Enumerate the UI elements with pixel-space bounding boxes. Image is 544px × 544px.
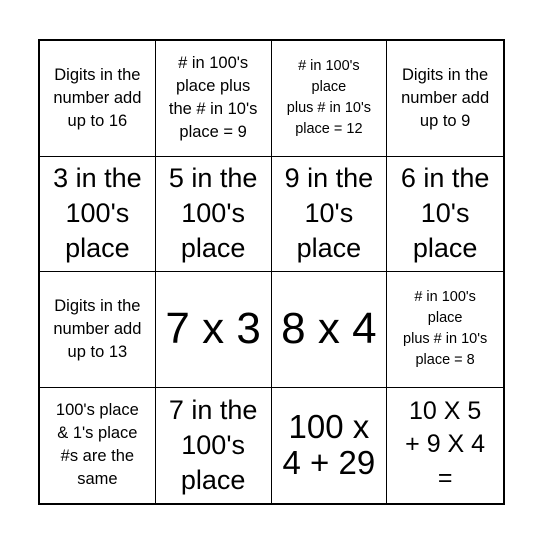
bingo-cell[interactable]: 6 in the 10's place bbox=[387, 157, 503, 273]
bingo-cell[interactable]: 9 in the 10's place bbox=[272, 157, 388, 273]
bingo-cell[interactable]: Digits in the number add up to 9 bbox=[387, 41, 503, 157]
bingo-cell[interactable]: # in 100's place plus # in 10's place = 8 bbox=[387, 272, 503, 388]
bingo-board bbox=[38, 39, 505, 505]
bingo-cell[interactable]: 10 X 5 + 9 X 4 = bbox=[405, 396, 486, 493]
bingo-cell[interactable]: 8 x 4 bbox=[272, 272, 388, 388]
bingo-cell[interactable]: 5 in the 100's place bbox=[156, 157, 272, 273]
bingo-cell[interactable]: Digits in the number add up to 16 bbox=[40, 41, 156, 157]
bingo-cell[interactable]: 7 x 3 bbox=[156, 272, 272, 388]
bingo-cell[interactable]: 100's place & 1's place #s are the same bbox=[40, 388, 156, 504]
bingo-cell[interactable]: # in 100's place plus the # in 10's place = 9 bbox=[156, 41, 272, 157]
bingo-cell[interactable]: Digits in the number add up to 13 bbox=[40, 272, 156, 388]
bingo-cell[interactable]: 100 x 4 + 29 bbox=[272, 388, 388, 504]
bingo-cell[interactable]: 7 in the 100's place bbox=[156, 388, 272, 504]
bingo-cell[interactable]: 3 in the 100's place bbox=[40, 157, 156, 273]
bingo-cell[interactable]: # in 100's place plus # in 10's place = 12 bbox=[272, 41, 388, 157]
